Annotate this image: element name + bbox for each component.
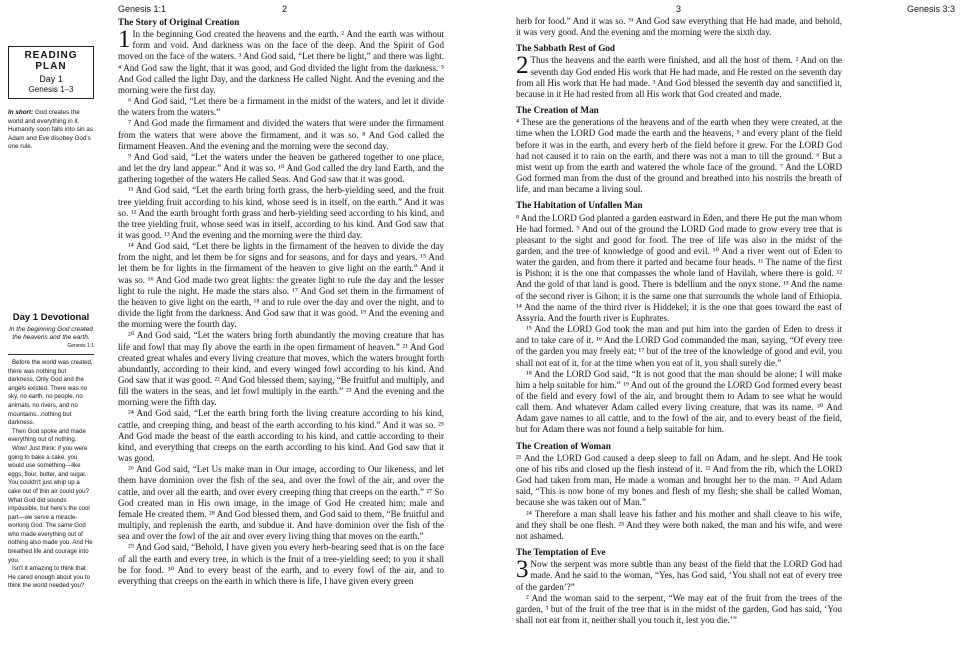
reading-plan-summary — [8, 109, 94, 152]
devotional-divider — [8, 354, 94, 355]
scripture-paragraph: ²⁰ And God said, “Let the waters bring forth abundantly the moving creature that has life and fowl that may fly above the earth in the open firmament of heaven.” ²¹ And God created great whales and every living creature that moves, which the waters brought forth abundantly, according to their kind, and every winged fowl according to his kind. And God saw that it was good. ²² And God blessed them, saying, “Be fruitful and multiply, and fill the waters in the seas, and let fowl multiply in the earth.” ²³ And the evening and the morning were the fifth day. — [118, 330, 444, 408]
section-heading: The Story of Original Creation — [118, 17, 240, 27]
scripture-column-right — [516, 16, 842, 626]
devotional-paragraph: Then God spoke and made everything out of nothing. — [8, 427, 86, 444]
scripture-paragraph: ²¹ And the LORD God caused a deep sleep to fall on Adam, and he slept. And He took one of his ribs and closed up the flesh instead of it. ²² And from the rib, which the LORD God had taken from man, He made a woman and brought her to the man. ²³ And Adam said, “This is now bone of my bones and flesh of my flesh; she shall be called Woman, because she was taken out of Man.” — [516, 452, 842, 508]
reading-plan-sidebar — [8, 46, 94, 152]
reading-plan-title: READING PLAN — [24, 50, 78, 72]
scripture-paragraph — [118, 26, 444, 96]
running-header-right: Genesis 3:3 — [906, 4, 955, 14]
scripture-paragraph: ⁸ And the LORD God planted a garden eastward in Eden, and there He put the man whom He had formed. ⁹ And out of the ground the LORD God made to grow every tree that is pleasant to the sight and good for food. The tree of life was also in the midst of the garden, and the tree of knowledge of good and evil. ¹⁰ And a river went out of Eden to water the garden, and from there it parted and became four heads. ¹¹ The name of the first is Pishon; it is the one that compasses the whole land of Havilah, where there is gold. ¹² And the gold of that land is good. There is bdellium and the onyx stone. ¹³ And the name of the second river is Gihon; it is the same one that surrounds the whole land of Ethiopia. ¹⁴ And the name of the third river is Hiddekel; it is the one that goes toward the east of Assyria. And the fourth river is Euphrates. — [516, 212, 842, 323]
reading-plan-day: Day 1 — [39, 74, 63, 84]
scripture-paragraph: ¹¹ And God said, “Let the earth bring forth grass, the herb-yielding seed, and the fruit tree yielding fruit according to his kind, whose seed is in itself, on the earth.” And it was so. ¹² And the earth brought forth grass and herb-yielding seed according to his kind, and the tree yielding fruit, whose seed was in itself, according to his kind. And God saw that it was good. ¹³ And the evening and the morning were the third day. — [118, 185, 444, 240]
section-heading: The Temptation of Eve — [516, 547, 606, 558]
section-heading: The Sabbath Rest of God — [516, 43, 616, 54]
devotional-paragraph: Isn't it amazing to think that He cared enough about you to think the world needed you? — [8, 565, 90, 590]
devotional-sidebar — [8, 312, 94, 591]
scripture-paragraph: ²⁶ And God said, “Let Us make man in Our image, according to Our likeness, and let them have dominion over the fish of the sea, and over the fowl of the air, and over the cattle, and over all the earth, and over every creeping thing that creeps on the earth.” ²⁷ So God created man in His own image, in the image of God He created him; male and female He created them. ²⁸ And God blessed them, and God said to them, “Be fruitful and multiply, and replenish the earth, and subdue it. And have dominion over the fish of the sea and over the fowl of the air and over every living thing that moves on the earth.” — [118, 464, 444, 542]
page-number-left: 2 — [282, 4, 288, 14]
scripture-paragraph — [516, 52, 842, 100]
scripture-paragraph: ²⁴ Therefore a man shall leave his father and his mother and shall cleave to his wife, and they shall be one flesh. ²⁵ And they were both naked, the man and his wife, and were not ashamed. — [516, 508, 842, 541]
scripture-paragraph: ¹⁵ And the LORD God took the man and put him into the garden of Eden to dress it and to take care of it. ¹⁶ And the LORD God commanded the man, saying, “Of every tree of the garden you may freely eat; ¹⁷ but of the tree of the knowledge of good and evil, you shall not eat of it, for at the time when you eat of it, you shall surely die.” — [516, 324, 842, 368]
devotional-reference: Genesis 1:1 — [67, 343, 94, 349]
scripture-paragraph: ²⁴ And God said, “Let the earth bring forth the living creature according to his kind, cattle, and creeping thing, and beast of the earth according to his kind.” And it was so. ²⁵ And God made the beast of the earth according to his kind, and cattle according to their kind, and everything that creeps on the earth according to his kind. And God saw that it was good. — [118, 408, 444, 464]
scripture-paragraph: ⁹ And God said, “Let the waters under the heaven be gathered together to one place, and let the dry land appear.” And it was so. ¹⁰ And God called the dry land Earth, and the gathering together of the waters He called Seas. And God saw that it was good. — [118, 151, 444, 185]
summary-text: God creates the world and everything in it. Humanity soon falls into sin as Adam and Eve disobey God's one rule. — [8, 109, 94, 150]
scripture-paragraph: ² And the woman said to the serpent, “We may eat of the fruit from the trees of the garden, ³ but of the fruit of the tree that is in the midst of the garden, God has said, ‘You shall not eat from it, neither shall you touch it, lest you die.’” — [516, 592, 842, 625]
summary-label: In short: — [8, 109, 34, 116]
verse-text: Thus the heavens and the earth were finished, and all the host of them. ² And on the seventh day God ended His work that He had made, and He rested on the seventh day from all His work that He had made. ³ And God blessed the seventh day and sanctified it, because in it He had rested from all His work that God created and made. — [516, 55, 842, 99]
scripture-paragraph: ¹⁴ And God said, “Let there be lights in the firmament of the heaven to divide the day from the night, and let them be for signs and for seasons, and for days and years. ¹⁵ And let them be for lights in the firmament of the heaven to give light on the earth.” And it was so. ¹⁶ And God made two great lights: the greater light to rule the day and the lesser light to rule the night. He made the stars also. ¹⁷ And God set them in the firmament of the heaven to give light on the earth, ¹⁸ and to rule over the day and over the night, and to divide the light from the darkness. And God saw that it was good. ¹⁹ And the evening and the morning were the fourth day. — [118, 241, 444, 330]
reading-plan-range: Genesis 1–3 — [28, 85, 74, 94]
chapter-number: 1 — [118, 26, 131, 54]
scripture-paragraph: ²⁹ And God said, “Behold, I have given you every herb-bearing seed that is on the face of all the earth and every tree, in which is the fruit of a tree-yielding seed; to you it shall be for food. ³⁰ And to every beast of the earth, and to every fowl of the air, and to everything that creeps on the earth in which there is life, I have given every green — [118, 542, 444, 586]
reading-plan-box — [8, 46, 94, 99]
scripture-paragraph: ⁷ And God made the firmament and divided the waters that were under the firmament from the waters that were above the firmament, and it was so. ⁸ And God called the firmament Heaven. And the evening and the morning were the second day. — [118, 118, 444, 151]
scripture-paragraph — [516, 556, 842, 592]
devotional-title: Day 1 Devotional — [12, 312, 90, 323]
devotional-verse: In the beginning God created the heavens and the earth. — [9, 326, 93, 341]
section-heading: The Habitation of Unfallen Man — [516, 200, 643, 211]
devotional-paragraph: Before the world was created, there was nothing but darkness. Only God and the angels existed. There was no sky, no earth, no people, no animals, no rivers, and no mountains...nothing but darkness. — [8, 359, 93, 427]
devotional-body — [8, 359, 94, 591]
chapter-number: 3 — [516, 556, 529, 584]
devotional-paragraph: Wow! Just think: if you were going to bake a cake, you would use something—like eggs, flour, butter, and sugar. You couldn't just whip up a cake out of thin air could you? What God did sounds impossible, but here's the cool part—we serve a miracle-working God. The same God who made everything out of nothing also made you. And He breathed life and courage into you. — [8, 444, 93, 564]
page-number-right: 3 — [676, 4, 682, 14]
scripture-paragraph: ⁶ And God said, “Let there be a firmament in the midst of the waters, and let it divide the waters from the waters.” — [118, 96, 444, 118]
chapter-number: 2 — [516, 52, 529, 80]
scripture-column-left — [118, 16, 444, 587]
section-heading: The Creation of Woman — [516, 440, 611, 451]
verse-text: In the beginning God created the heavens and the earth. ² And the earth was without form and void. And darkness was on the face of the deep. And the Spirit of God moved on the face of the waters. ³ And God said, “Let there be light,” and there was light. ⁴ And God saw the light, that it was good, and God divided the light from the darkness. ⁵ And God called the light Day, and the darkness He called Night. And the evening and the morning were the first day. — [118, 29, 444, 95]
scripture-paragraph: ⁴ These are the generations of the heavens and of the earth when they were created, at the time when the LORD God made the earth and the heavens, ⁵ and every plant of the field before it was in the earth, and every herb of the field before it grew. For the LORD God had not caused it to rain on the earth, and there was not a man to till the ground. ⁶ But a mist went up from the earth and watered the whole face of the ground. ⁷ And the LORD God formed man from the dust of the ground and breathed into his nostrils the breath of life, and man became a living soul. — [516, 117, 842, 195]
running-header-left: Genesis 1:1 — [118, 4, 167, 14]
verse-text: Now the serpent was more subtle than any beast of the field that the LORD God had made. And he said to the woman, “Yes, has God said, ‘You shall not eat of every tree of the garden’?” — [516, 559, 842, 592]
section-heading: The Creation of Man — [516, 105, 599, 116]
scripture-paragraph: herb for food.” And it was so. ³¹ And God saw everything that He had made, and behold, it was very good. And the evening and the morning were the sixth day. — [516, 16, 842, 38]
scripture-paragraph: ¹⁸ And the LORD God said, “It is not good that the man should be alone; I will make him a help suitable for him.” ¹⁹ And out of the ground the LORD God formed every beast of the field and every fowl of the air, and brought them to Adam to see what he would call them. And whatever Adam called every living creature, that was its name. ²⁰ And Adam gave names to all cattle, and to the fowl of the air, and to every beast of the field, but for Adam there was not found a help suitable for him. — [516, 368, 842, 435]
